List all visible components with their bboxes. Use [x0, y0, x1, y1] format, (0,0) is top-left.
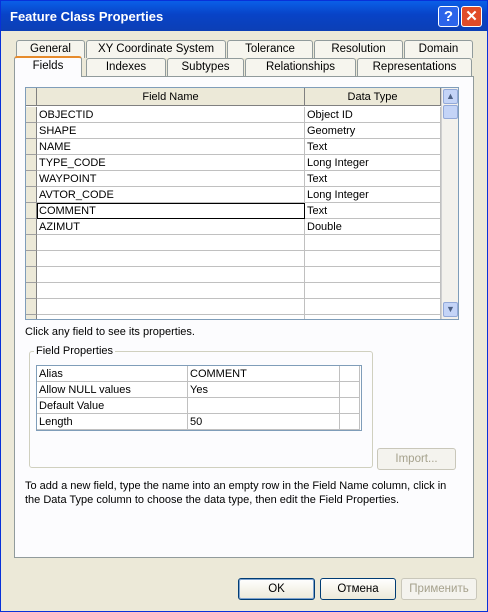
row-selector[interactable] — [26, 107, 37, 123]
field-name-cell[interactable] — [37, 315, 305, 320]
tab-tolerance-label: Tolerance — [245, 43, 295, 55]
column-header-data-type[interactable]: Data Type — [305, 88, 441, 106]
scroll-thumb[interactable] — [443, 105, 458, 119]
tab-relationships[interactable] — [245, 58, 356, 76]
field-name-cell[interactable] — [37, 267, 305, 283]
data-type-cell[interactable]: Geometry — [305, 123, 441, 139]
tab-indexes[interactable] — [86, 58, 166, 76]
field-name-cell[interactable] — [37, 235, 305, 251]
data-type-cell[interactable]: Object ID — [305, 107, 441, 123]
row-selector[interactable] — [26, 235, 37, 251]
import-button[interactable]: Import... — [377, 448, 456, 470]
row-selector[interactable] — [26, 251, 37, 267]
row-selector[interactable] — [26, 155, 37, 171]
field-name-cell[interactable] — [37, 251, 305, 267]
tab-xy-coordinate-system[interactable] — [86, 40, 226, 58]
property-value[interactable]: Yes — [188, 382, 340, 398]
ok-button[interactable]: OK — [238, 578, 315, 600]
tab-resolution[interactable] — [314, 40, 403, 58]
field-name-cell[interactable] — [37, 299, 305, 315]
tab-xy-label: XY Coordinate System — [97, 43, 215, 55]
tab-fields-label: Fields — [32, 60, 64, 72]
row-selector[interactable] — [26, 283, 37, 299]
data-type-cell[interactable] — [305, 299, 441, 315]
property-name: Length — [37, 414, 188, 430]
field-properties-table — [36, 365, 362, 431]
row-selector[interactable] — [26, 187, 37, 203]
scroll-down-icon[interactable]: ▼ — [443, 302, 458, 317]
property-name: Alias — [37, 366, 188, 382]
field-name-cell[interactable]: TYPE_CODE — [37, 155, 305, 171]
row-selector[interactable] — [26, 203, 37, 219]
property-value[interactable] — [188, 398, 340, 414]
tab-fields[interactable] — [14, 56, 82, 77]
data-type-cell[interactable]: Text — [305, 203, 441, 219]
tab-subtypes[interactable] — [167, 58, 244, 76]
scroll-up-icon[interactable]: ▲ — [443, 89, 458, 104]
field-properties-label: Field Properties — [36, 345, 114, 357]
help-button[interactable]: ? — [438, 6, 459, 27]
property-extra-cell — [340, 366, 360, 382]
data-type-cell[interactable] — [305, 267, 441, 283]
property-extra-cell — [340, 414, 360, 430]
data-type-cell[interactable] — [305, 251, 441, 267]
field-name-cell[interactable]: NAME — [37, 139, 305, 155]
field-name-cell[interactable] — [37, 283, 305, 299]
property-value[interactable]: 50 — [188, 414, 340, 430]
tab-general-label: General — [30, 43, 71, 55]
vertical-scrollbar[interactable] — [441, 88, 459, 319]
grid-corner — [26, 88, 37, 106]
data-type-cell[interactable] — [305, 235, 441, 251]
field-name-cell[interactable]: COMMENT — [37, 203, 305, 219]
property-value[interactable]: COMMENT — [188, 366, 340, 382]
hint-text: Click any field to see its properties. — [25, 326, 195, 338]
data-type-cell[interactable]: Text — [305, 171, 441, 187]
tab-representations[interactable] — [357, 58, 472, 76]
property-extra-cell — [340, 398, 360, 414]
tab-relationships-label: Relationships — [265, 61, 336, 73]
field-name-cell[interactable]: AZIMUT — [37, 219, 305, 235]
tab-representations-label: Representations — [372, 61, 457, 73]
fields-grid — [25, 87, 459, 320]
tab-subtypes-label: Subtypes — [181, 61, 230, 73]
row-selector[interactable] — [26, 171, 37, 187]
row-selector[interactable] — [26, 123, 37, 139]
title-bar[interactable] — [1, 1, 487, 31]
field-name-cell[interactable]: WAYPOINT — [37, 171, 305, 187]
field-name-cell[interactable]: AVTOR_CODE — [37, 187, 305, 203]
row-selector[interactable] — [26, 299, 37, 315]
close-button[interactable]: ✕ — [461, 6, 482, 27]
property-name: Default Value — [37, 398, 188, 414]
apply-button[interactable]: Применить — [401, 578, 477, 600]
data-type-cell[interactable]: Long Integer — [305, 155, 441, 171]
window-title: Feature Class Properties — [10, 9, 164, 24]
data-type-cell[interactable]: Text — [305, 139, 441, 155]
data-type-cell[interactable] — [305, 315, 441, 320]
property-extra-cell — [340, 382, 360, 398]
property-name: Allow NULL values — [37, 382, 188, 398]
field-name-cell[interactable]: SHAPE — [37, 123, 305, 139]
cancel-button[interactable]: Отмена — [320, 578, 396, 600]
field-name-cell[interactable]: OBJECTID — [37, 107, 305, 123]
row-selector[interactable] — [26, 315, 37, 320]
tab-domain[interactable] — [404, 40, 473, 58]
data-type-cell[interactable]: Long Integer — [305, 187, 441, 203]
data-type-cell[interactable] — [305, 283, 441, 299]
row-selector[interactable] — [26, 139, 37, 155]
tab-resolution-label: Resolution — [331, 43, 386, 55]
column-header-field-name[interactable]: Field Name — [37, 88, 305, 106]
tab-domain-label: Domain — [418, 43, 459, 55]
row-selector[interactable] — [26, 267, 37, 283]
tab-indexes-label: Indexes — [105, 61, 147, 73]
instructions-text: To add a new field, type the name into an empty row in the Field Name column, click in the Data Type column to choose the data type, then edit the Field Properties. — [25, 480, 447, 506]
row-selector[interactable] — [26, 219, 37, 235]
data-type-cell[interactable]: Double — [305, 219, 441, 235]
tab-tolerance[interactable] — [227, 40, 313, 58]
